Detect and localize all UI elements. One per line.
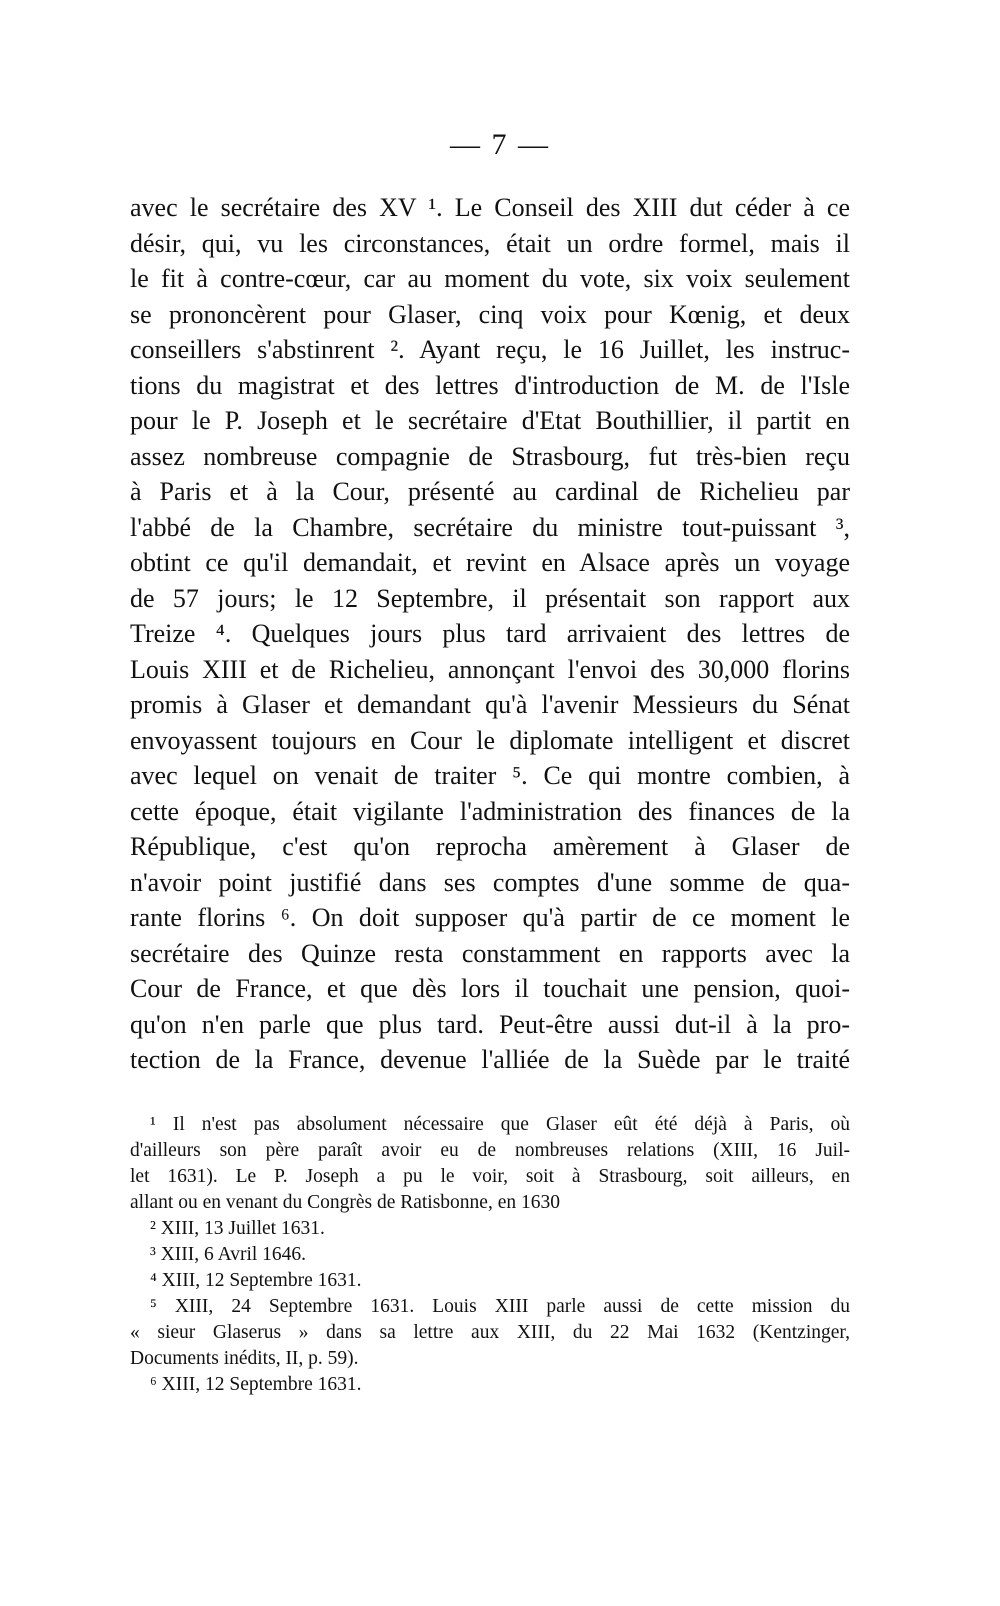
body-line: pour le P. Joseph et le secrétaire d'Etat Bouthillier, il partit en <box>130 406 850 435</box>
footnote-line: let 1631). Le P. Joseph a pu le voir, soit à Strasbourg, soit ailleurs, en <box>130 1166 850 1187</box>
footnote-line: ² XIII, 13 Juillet 1631. <box>150 1218 325 1239</box>
body-line: de 57 jours; le 12 Septembre, il présentait son rapport aux <box>130 583 850 613</box>
body-line: envoyassent toujours en Cour le diplomate intelligent et discret <box>130 725 850 755</box>
footnote-line: d'ailleurs son père paraît avoir eu de nombreuses relations (XIII, 16 Juil- <box>130 1140 850 1161</box>
body-line: conseillers s'abstinrent ². Ayant reçu, le 16 Juillet, les instruc- <box>130 335 850 364</box>
body-line: qu'on n'en parle que plus tard. Peut-être aussi dut-il à la pro- <box>130 1009 850 1039</box>
body-line: avec lequel on venait de traiter ⁵. Ce qui montre combien, à <box>130 761 850 790</box>
body-line: se prononcèrent pour Glaser, cinq voix pour Kœnig, et deux <box>130 299 850 329</box>
body-line: le fit à contre-cœur, car au moment du vote, six voix seulement <box>130 264 850 293</box>
body-line: promis à Glaser et demandant qu'à l'avenir Messieurs du Sénat <box>130 690 850 719</box>
body-line: obtint ce qu'il demandait, et revint en Alsace après un voyage <box>130 548 850 577</box>
body-line: l'abbé de la Chambre, secrétaire du ministre tout-puissant ³, <box>130 512 850 542</box>
footnote-line: ¹ Il n'est pas absolument nécessaire que Glaser eût été déjà à Paris, où <box>150 1114 850 1135</box>
footnote-line: allant ou en venant du Congrès de Ratisbonne, en 1630 <box>130 1192 560 1213</box>
body-line: Treize ⁴. Quelques jours plus tard arrivaient des lettres de <box>130 619 850 648</box>
footnote-line: ³ XIII, 6 Avril 1646. <box>150 1244 307 1265</box>
body-line: à Paris et à la Cour, présenté au cardinal de Richelieu par <box>130 477 850 506</box>
footnotes <box>130 1112 850 1398</box>
page-number: — 7 — <box>450 128 550 161</box>
footnote-line: ⁶ XIII, 12 Septembre 1631. <box>150 1374 362 1395</box>
footnote-line: ⁵ XIII, 24 Septembre 1631. Louis XIII parle aussi de cette mission du <box>150 1296 850 1317</box>
footnote-line: Documents inédits, II, p. 59). <box>130 1348 359 1369</box>
body-line: Louis XIII et de Richelieu, annonçant l'envoi des 30,000 florins <box>130 654 850 684</box>
body-line: République, c'est qu'on reprocha amèrement à Glaser de <box>130 832 850 861</box>
body-line: tection de la France, devenue l'alliée de la Suède par le traité <box>130 1045 850 1074</box>
body-text <box>130 190 850 1078</box>
body-line: tions du magistrat et des lettres d'introduction de M. de l'Isle <box>130 370 850 400</box>
body-line: cette époque, était vigilante l'administration des finances de la <box>130 796 850 826</box>
body-line: n'avoir point justifié dans ses comptes d'une somme de qua- <box>130 867 850 897</box>
body-line: assez nombreuse compagnie de Strasbourg, fut très-bien reçu <box>130 441 850 471</box>
footnote-line: ⁴ XIII, 12 Septembre 1631. <box>150 1270 362 1291</box>
body-line: avec le secrétaire des XV ¹. Le Conseil des XIII dut céder à ce <box>130 193 850 222</box>
body-line: désir, qui, vu les circonstances, était un ordre formel, mais il <box>130 228 850 258</box>
body-line: rante florins ⁶. On doit supposer qu'à partir de ce moment le <box>130 903 850 932</box>
footnote-line: « sieur Glaserus » dans sa lettre aux XIII, du 22 Mai 1632 (Kentzinger, <box>130 1322 850 1343</box>
body-line: secrétaire des Quinze resta constamment en rapports avec la <box>130 938 850 968</box>
body-line: Cour de France, et que dès lors il touchait une pension, quoi- <box>130 974 850 1003</box>
